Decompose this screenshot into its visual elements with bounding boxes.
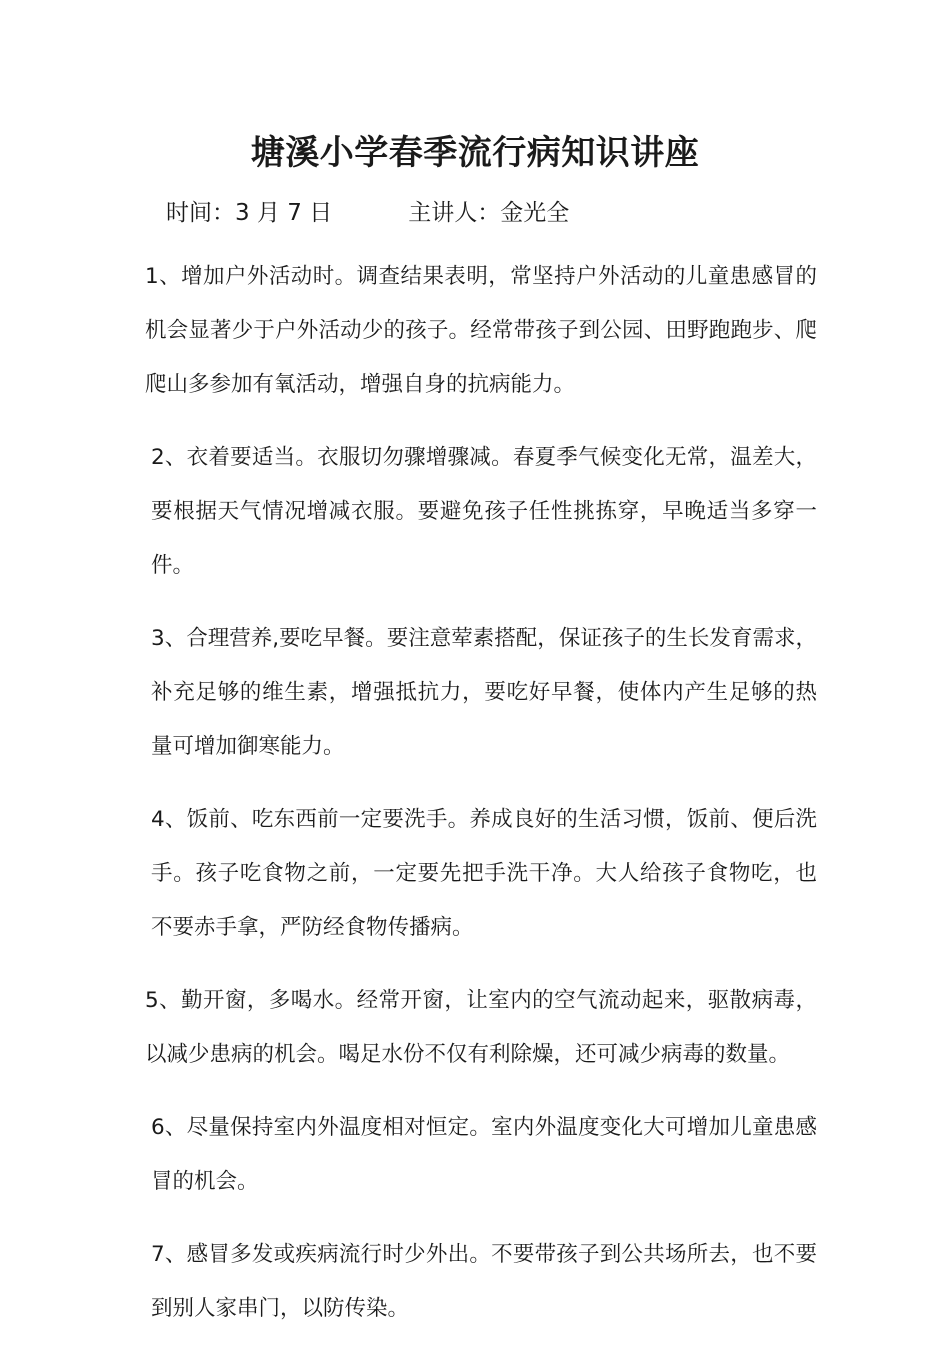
paragraph-5: 5、勤开窗，多喝水。经常开窗，让室内的空气流动起来，驱散病毒，以减少患病的机会。喝足水份不仅有利除燥，还可减少病毒的数量。	[145, 988, 817, 1067]
paragraph-3: 3、合理营养,要吃早餐。要注意荤素搭配，保证孩子的生长发育需求，补充足够的维生素，增强抵抗力，要吃好早餐，使体内产生足够的热量可增加御寒能力。	[151, 626, 817, 759]
lecture-speaker: 主讲人：金光全	[408, 200, 570, 226]
paragraph-1: 1、增加户外活动时。调查结果表明，常坚持户外活动的儿童患感冒的机会显著少于户外活动少的孩子。经常带孩子到公园、田野跑跑步、爬爬山多参加有氧活动，增强自身的抗病能力。	[145, 264, 817, 397]
document-title: 塘溪小学春季流行病知识讲座	[250, 133, 700, 173]
paragraph-4: 4、饭前、吃东西前一定要洗手。养成良好的生活习惯，饭前、便后洗手。孩子吃食物之前，一定要先把手洗干净。大人给孩子食物吃，也不要赤手拿，严防经食物传播病。	[151, 807, 817, 940]
paragraph-2: 2、衣着要适当。衣服切勿骤增骤减。春夏季气候变化无常，温差大，要根据天气情况增减衣服。要避免孩子任性挑拣穿，早晚适当多穿一件。	[151, 445, 817, 578]
paragraph-6: 6、尽量保持室内外温度相对恒定。室内外温度变化大可增加儿童患感冒的机会。	[151, 1115, 817, 1194]
paragraph-7: 7、感冒多发或疾病流行时少外出。不要带孩子到公共场所去，也不要到别人家串门，以防传染。	[151, 1242, 817, 1321]
document-body	[145, 250, 817, 1355]
lecture-time: 时间：3 月 7 日	[166, 200, 333, 226]
lecture-info	[166, 193, 569, 233]
